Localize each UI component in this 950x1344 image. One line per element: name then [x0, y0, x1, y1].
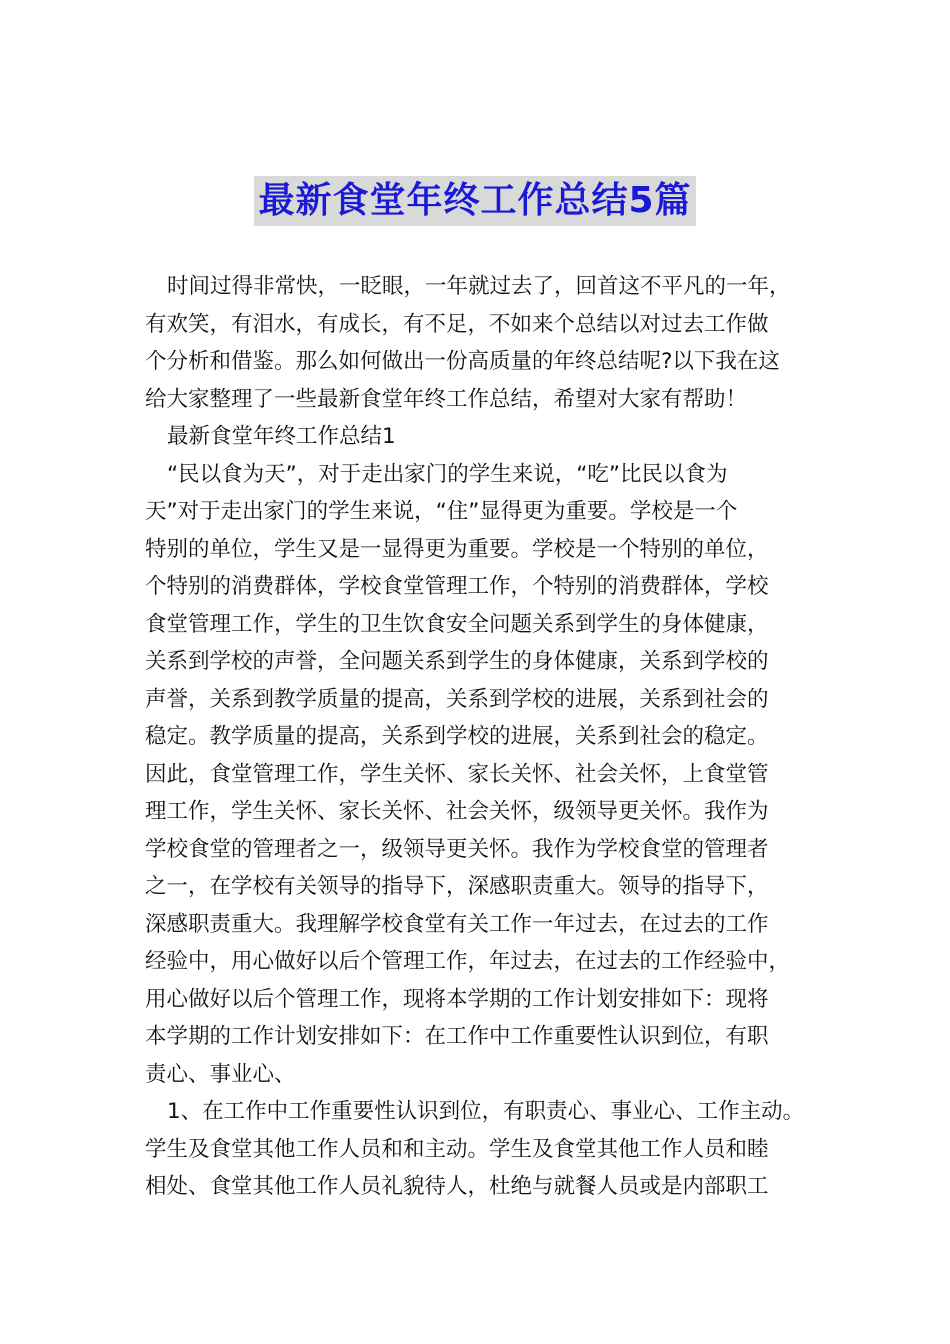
title-container	[0, 176, 950, 226]
document-body	[145, 268, 825, 1206]
text-line: 经验中，用心做好以后个管理工作，年过去，在过去的工作经验中，	[145, 949, 791, 974]
text-line: 学校食堂的管理者之一，级领导更关怀。我作为学校食堂的管理者	[145, 836, 769, 862]
text-line: 天”对于走出家门的学生来说，“住”显得更为重要。学校是一个	[145, 499, 738, 524]
text-line: 理工作，学生关怀、家长关怀、社会关怀，级领导更关怀。我作为	[145, 799, 769, 824]
text-line: 1、在工作中工作重要性认识到位，有职责心、事业心、工作主动。	[167, 1099, 805, 1124]
text-line: “民以食为天”，对于走出家门的学生来说，“吃”比民以食为	[167, 461, 728, 487]
text-line: 时间过得非常快，一眨眼，一年就过去了，回首这不平凡的一年，	[167, 274, 791, 299]
text-line: 有欢笑，有泪水，有成长，有不足，不如来个总结以对过去工作做	[145, 311, 769, 337]
text-line: 因此，食堂管理工作，学生关怀、家长关怀、社会关怀，上食堂管	[145, 761, 769, 787]
text-line: 食堂管理工作，学生的卫生饮食安全问题关系到学生的身体健康，	[145, 611, 769, 637]
text-line: 关系到学校的声誉，全问题关系到学生的身体健康，关系到学校的	[145, 649, 769, 674]
document-title: 最新食堂年终工作总结5篇	[254, 176, 695, 226]
text-line: 之一，在学校有关领导的指导下，深感职责重大。领导的指导下，	[145, 874, 769, 899]
text-line: 个分析和借鉴。那么如何做出一份高质量的年终总结呢?以下我在这	[145, 349, 780, 374]
text-line: 最新食堂年终工作总结1	[167, 424, 396, 449]
text-line: 责心、事业心、	[145, 1061, 296, 1087]
text-line: 用心做好以后个管理工作，现将本学期的工作计划安排如下：现将	[145, 986, 769, 1012]
text-line: 相处、食堂其他工作人员礼貌待人，杜绝与就餐人员或是内部职工	[145, 1174, 769, 1199]
text-line: 学生及食堂其他工作人员和和主动。学生及食堂其他工作人员和睦	[145, 1136, 769, 1162]
text-line: 声誉，关系到教学质量的提高，关系到学校的进展，关系到社会的	[145, 686, 769, 712]
text-line: 稳定。教学质量的提高，关系到学校的进展，关系到社会的稳定。	[145, 724, 769, 749]
text-line: 本学期的工作计划安排如下：在工作中工作重要性认识到位，有职	[145, 1024, 769, 1049]
text-line: 深感职责重大。我理解学校食堂有关工作一年过去，在过去的工作	[145, 911, 769, 937]
text-line: 个特别的消费群体，学校食堂管理工作，个特别的消费群体，学校	[145, 574, 769, 599]
text-line: 给大家整理了一些最新食堂年终工作总结，希望对大家有帮助！	[145, 386, 748, 412]
text-line: 特别的单位，学生又是一显得更为重要。学校是一个特别的单位，	[145, 536, 769, 562]
